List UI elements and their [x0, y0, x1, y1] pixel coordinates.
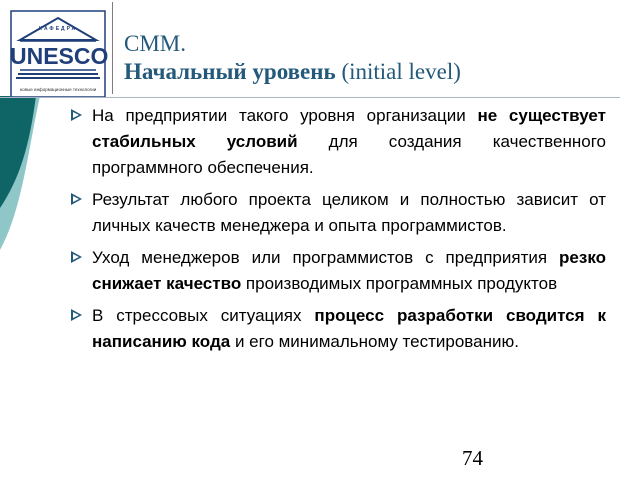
slide-content [66, 103, 606, 361]
bullet-item [66, 187, 606, 239]
bullet-arrow-icon [71, 109, 82, 121]
bullet-text: На предприятии такого уровня организации [92, 106, 478, 125]
slide-title [124, 30, 624, 86]
title-line1: CMM. [124, 31, 186, 56]
bullet-bold-text: не существует стабильных условий [92, 106, 606, 151]
bullet-list [66, 103, 606, 355]
title-line2-bold: Начальный уровень [124, 59, 336, 84]
bullet-bold-text: резко снижает качество [92, 248, 606, 293]
bullet-text: Уход менеджеров или программистов с предприятия [92, 248, 560, 267]
title-divider-horizontal [0, 97, 620, 98]
bullet-item [66, 103, 606, 181]
bullet-arrow-icon [71, 309, 82, 321]
title-line2-normal: (initial level) [341, 59, 461, 84]
bullet-item [66, 303, 606, 355]
logo-name: UNESCO [10, 43, 109, 69]
bullet-text: производимых программных продуктов [241, 274, 558, 293]
unesco-logo [10, 10, 109, 98]
bullet-text: и его минимальному тестированию. [230, 332, 519, 351]
page-number: 74 [462, 446, 483, 470]
bullet-text: В стрессовых ситуациях [92, 306, 315, 325]
logo-top-text: КАФЕДРА [38, 26, 78, 32]
bullet-bold-text: процесс разработки сводится к написанию кода [92, 306, 606, 351]
bullet-item [66, 245, 606, 297]
bullet-arrow-icon [71, 251, 82, 263]
bullet-text: Результат любого проекта целиком и полностью зависит от личных качеств менеджера и опыта программистов. [92, 190, 606, 235]
bullet-arrow-icon [71, 193, 82, 205]
bullet-text: для создания качественного программного обеспечения. [92, 132, 606, 177]
logo-subtitle: новые информационные технологии [19, 87, 97, 92]
title-divider-vertical [112, 2, 113, 94]
